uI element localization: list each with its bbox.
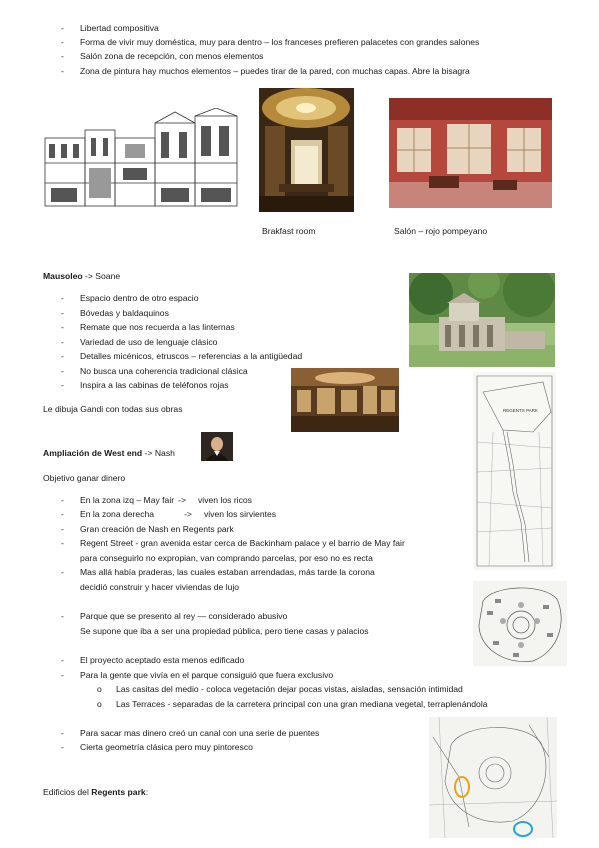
list-item: - Detalles micénicos, etruscos – referencias a la antigüedad (80, 351, 302, 362)
list-item: - El proyecto aceptado esta menos edificado (80, 655, 244, 666)
arrow-text: -> (178, 495, 186, 505)
note: Le dibuja Gandi con todas sus obras (43, 404, 183, 414)
map-label: REGENTS PARK (503, 408, 538, 413)
list-item: - Espacio dentro de otro espacio (80, 293, 198, 304)
list-item-continuation: para conseguirlo no expropian, van comprando parcelas, por eso no es recta (80, 553, 373, 563)
breakfast-room-image (259, 88, 354, 212)
salon-image (389, 98, 552, 208)
heading-prefix: Edificios del (43, 787, 92, 797)
zone-text: En la zona derecha (80, 509, 155, 519)
list-item: - Para sacar mas dinero creó un canal con una serie de puentes (80, 728, 319, 739)
arrow-text: -> (184, 509, 192, 519)
nash-portrait-image (201, 432, 233, 461)
list-item: - Parque que se presento al rey — considerado abusivo (80, 611, 287, 622)
list-item (80, 509, 276, 520)
image-caption: Salón – rojo pompeyano (394, 226, 488, 236)
heading-rest: -> Nash (142, 448, 175, 458)
list-item: - Forma de vivir muy doméstica, muy para dentro – los franceses prefieren palacetes con grandes salones (80, 37, 479, 48)
list-item: - Para la gente que vivía en el parque consiguió que fuera exclusivo (80, 670, 333, 681)
heading-suffix: : (145, 787, 149, 797)
section-heading (43, 448, 175, 459)
list-item: - Cierta geometría clásica pero muy pintoresco (80, 742, 253, 753)
zone-result: viven los sirvientes (203, 509, 277, 519)
heading-bold: Mausoleo (43, 271, 83, 281)
list-item: - Zona de pintura hay muchos elementos – puedes tirar de la pared, con muchas capas. Abre la bisagra (80, 66, 470, 77)
mausoleum-image (409, 273, 555, 367)
annotated-map-image (429, 717, 557, 838)
list-item-continuation: decidió construir y hacer viviendas de lujo (80, 582, 240, 592)
list-item: - No busca una coherencia tradicional clásica (80, 366, 248, 377)
list-item: - Remate que nos recuerda a las linternas (80, 322, 235, 333)
list-item: - Variedad de uso de lenguaje clásico (80, 337, 217, 348)
regent-street-map-image (473, 372, 556, 570)
list-item: - Regent Street - gran avenida estar cerca de Backinham palace y el barrio de May fair (80, 538, 405, 549)
list-item: - Libertad compositiva (80, 23, 159, 34)
list-item: - Gran creación de Nash en Regents park (80, 524, 234, 535)
zone-text: En la zona izq – May fair (80, 495, 175, 505)
image-caption: Brakfast room (262, 226, 316, 236)
sub-list-item: o Las Terraces - separadas de la carretera principal con una gran mediana vegetal, terraplenándola (116, 699, 488, 710)
list-item: - Mas allá había praderas, las cuales estaban arrendadas, más tarde la corona (80, 567, 375, 578)
section-drawing-image (43, 108, 239, 208)
zone-result: viven los ricos (198, 495, 252, 505)
list-item: - Bóvedas y baldaquinos (80, 308, 169, 319)
list-item-continuation: Se supone que iba a ser una propiedad pública, pero tiene casas y palacios (80, 626, 369, 636)
list-item (80, 495, 252, 506)
heading-bold: Regents park (91, 787, 146, 797)
section-heading (43, 787, 148, 798)
list-item: - Inspira a las cabinas de teléfonos rojas (80, 380, 229, 391)
heading-bold: Ampliación de West end (43, 448, 143, 458)
regents-park-plan-image (473, 581, 567, 666)
objective-text: Objetivo ganar dinero (43, 473, 126, 483)
section-heading (43, 271, 120, 282)
list-item: - Salón zona de recepción, con menos elementos (80, 51, 263, 62)
soane-works-image (291, 368, 399, 432)
sub-list-item: o Las casitas del medio - coloca vegetación dejar pocas vistas, aisladas, sensación intimidad (116, 684, 463, 695)
heading-rest: -> Soane (82, 271, 121, 281)
